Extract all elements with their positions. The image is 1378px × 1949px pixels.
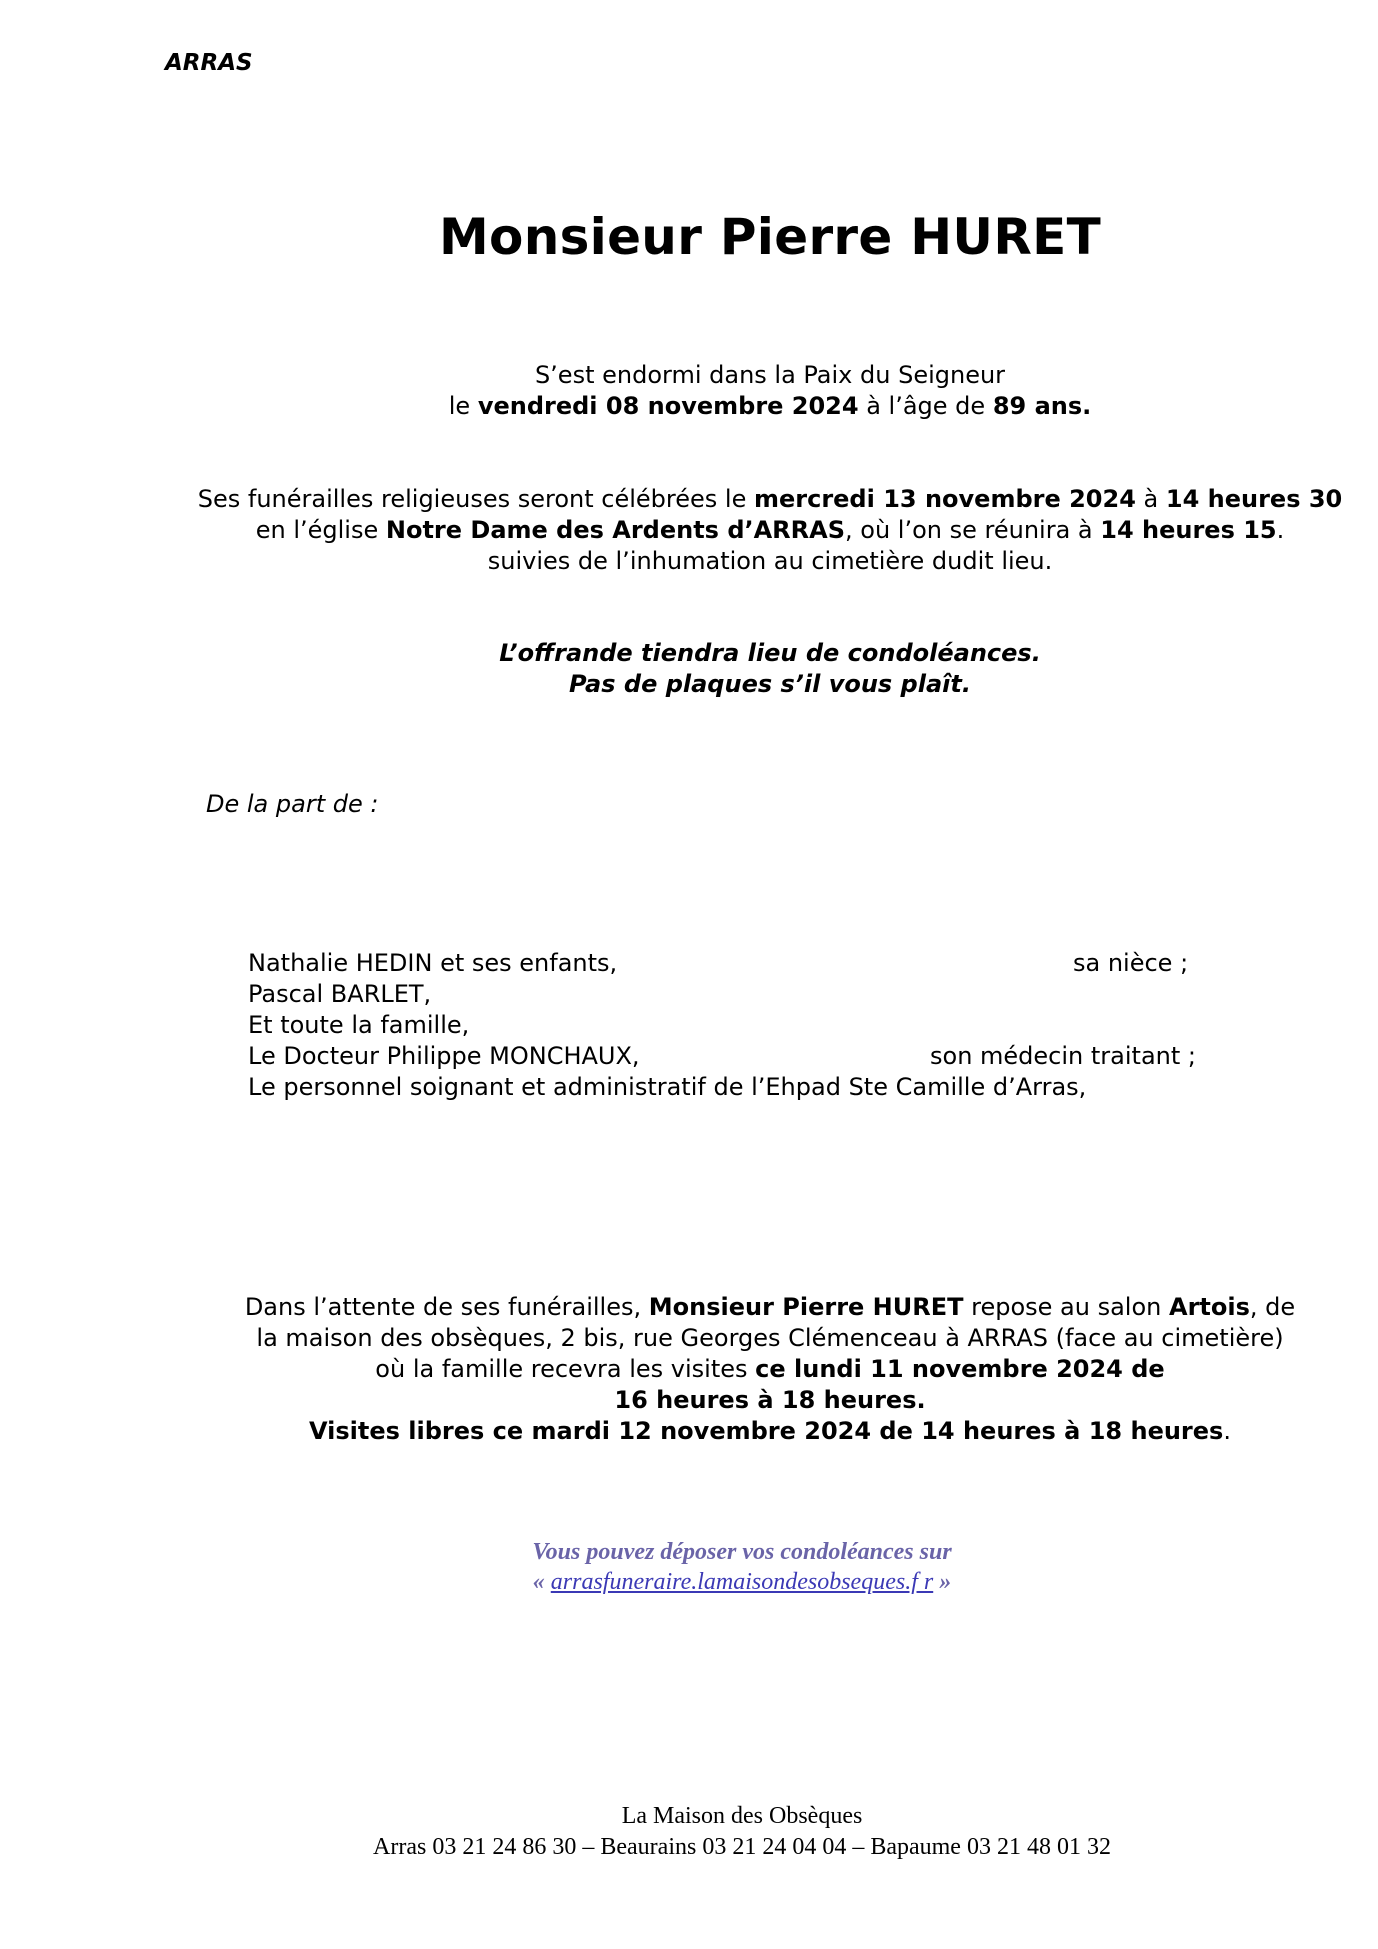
funeral-line-2: en l’église Notre Dame des Ardents d’ARRAS, où l’on se réunira à 14 heures 15. xyxy=(255,516,1285,544)
footer xyxy=(0,1801,1378,1863)
condolences-website-link[interactable]: arrasfuneraire.lamaisondesobseques.f r xyxy=(550,1569,934,1595)
family-name: Le Docteur Philippe MONCHAUX, xyxy=(248,1042,640,1070)
family-name: Nathalie HEDIN et ses enfants, xyxy=(248,949,618,977)
online-condolences-link-line: « arrasfuneraire.lamaisondesobseques.f r » xyxy=(532,1569,952,1595)
funeral-line-1: Ses funérailles religieuses seront célébrées le mercredi 13 novembre 2024 à 14 heures 30 xyxy=(197,485,1343,513)
footer-phone-numbers: Arras 03 21 24 86 30 – Beaurains 03 21 24 04 04 – Bapaume 03 21 48 01 32 xyxy=(373,1834,1111,1860)
family-row xyxy=(248,1010,1188,1041)
visitation-details xyxy=(240,1292,1300,1447)
free-visits: Visites libres ce mardi 12 novembre 2024 de 14 heures à 18 heures. xyxy=(309,1417,1231,1445)
family-relation: sa nièce ; xyxy=(1073,949,1189,977)
online-condolences-text: Vous pouvez déposer vos condoléances sur xyxy=(532,1539,952,1565)
offering-line-2: Pas de plaques s’il vous plaît. xyxy=(569,670,971,698)
deceased-name-title: Monsieur Pierre HURET xyxy=(438,208,1101,266)
offering-line-1: L’offrande tiendra lieu de condoléances. xyxy=(499,639,1041,667)
visit-hours: 16 heures à 18 heures. xyxy=(614,1386,926,1414)
funeral-time: 14 heures 30 xyxy=(1165,485,1343,513)
age: 89 ans. xyxy=(992,392,1092,420)
funeral-line-3: suivies de l’inhumation au cimetière dudit lieu. xyxy=(487,547,1053,575)
family-row xyxy=(248,1072,1188,1103)
family-name: Pascal BARLET, xyxy=(248,980,432,1008)
online-condolences xyxy=(0,1537,1378,1597)
offering-notice xyxy=(0,638,1378,700)
funeral-date: mercredi 13 novembre 2024 xyxy=(753,485,1136,513)
family-name: Et toute la famille, xyxy=(248,1011,470,1039)
family-list xyxy=(248,948,1196,1103)
visitation-paragraph: Dans l’attente de ses funérailles, Monsieur Pierre HURET repose au salon Artois, de la maison des obsèques, 2 bis, rue Georges Clémenceau à ARRAS (face au cimetière) où la famille recevra les visites ce lundi 11 novembre 2024 de xyxy=(244,1293,1296,1383)
salon-name: Artois xyxy=(1169,1293,1250,1321)
family-name: Le personnel soignant et administratif de l’Ehpad Ste Camille d’Arras, xyxy=(248,1073,1087,1101)
city-header: ARRAS xyxy=(165,50,253,76)
church-name: Notre Dame des Ardents d’ARRAS xyxy=(385,516,846,544)
death-date: vendredi 08 novembre 2024 xyxy=(477,392,859,420)
from-label: De la part de : xyxy=(206,790,379,818)
footer-company-name: La Maison des Obsèques xyxy=(621,1803,863,1829)
family-row xyxy=(248,979,1188,1010)
family-relation: son médecin traitant ; xyxy=(930,1042,1196,1070)
visit-date: ce lundi 11 novembre 2024 de xyxy=(755,1355,1165,1383)
death-announcement xyxy=(0,360,1378,422)
family-row xyxy=(248,948,1188,979)
gathering-time: 14 heures 15 xyxy=(1100,516,1277,544)
intro-line-2: le vendredi 08 novembre 2024 à l’âge de 89 ans. xyxy=(448,392,1092,420)
funeral-details xyxy=(0,484,1378,577)
intro-line-1: S’est endormi dans la Paix du Seigneur xyxy=(534,361,1006,389)
family-row xyxy=(248,1041,1196,1072)
